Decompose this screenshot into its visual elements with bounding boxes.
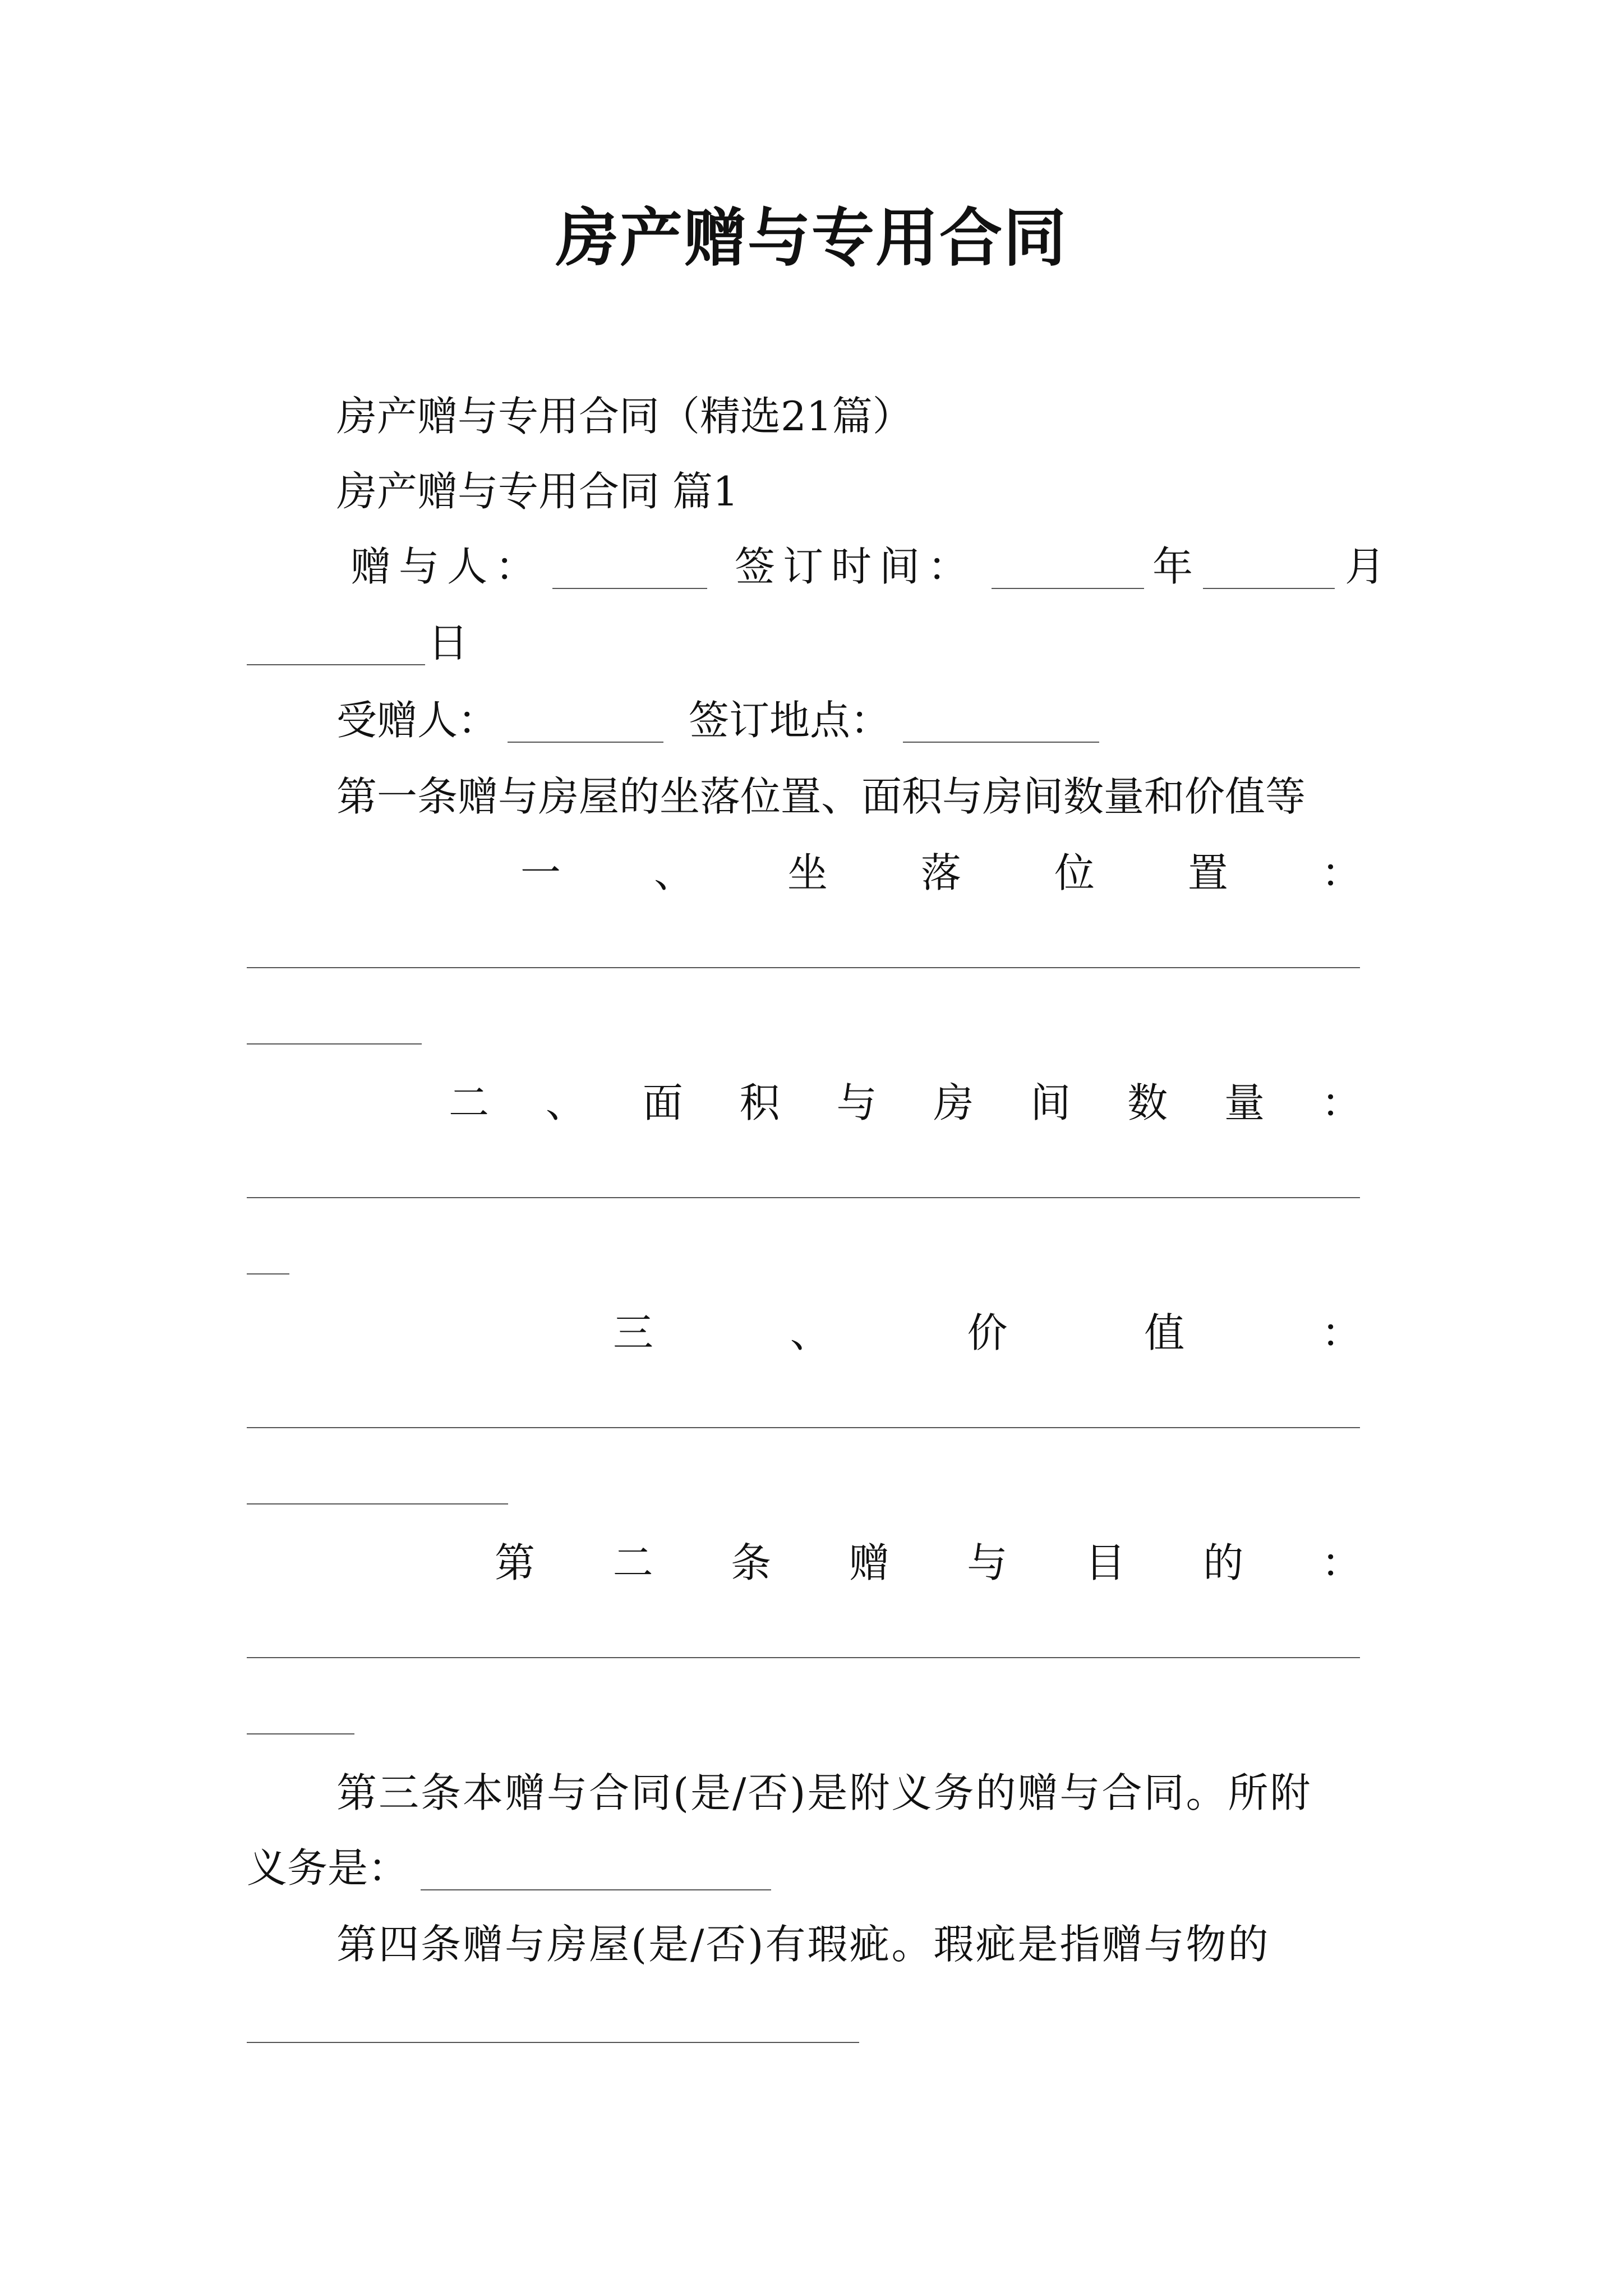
article-3: 第三条本赠与合同(是/否)是附义务的赠与合同。所附 <box>336 1769 1312 1816</box>
article-1: 第一条赠与房屋的坐落位置、面积与房间数量和价值等 <box>336 773 1306 820</box>
sign-place-label: 签订地点： <box>689 697 891 744</box>
article-3-obligation-label: 义务是： <box>247 1844 409 1892</box>
item-3-blank-line <box>247 1427 1360 1428</box>
item-2-blank-line-end <box>247 1273 289 1274</box>
donee-label: 受赠人： <box>336 697 499 744</box>
article-2-blank-line <box>247 1657 1360 1658</box>
donor-label: 赠与人： <box>351 543 544 590</box>
document-title: 房产赠与专用合同 <box>556 201 1067 275</box>
item-1-blank-line-end <box>247 1043 422 1045</box>
article-4-blank-line <box>247 2042 859 2043</box>
donor-blank <box>552 588 707 589</box>
item-2-area-rooms: 二 、 面 积 与 房 间 数 量 ： <box>449 1079 1362 1126</box>
year-label: 年 <box>1152 543 1193 590</box>
article-2-purpose: 第 二 条 赠 与 目 的 ： <box>495 1539 1362 1586</box>
item-1-blank-line <box>247 967 1360 968</box>
article-4: 第四条赠与房屋(是/否)有瑕疵。瑕疵是指赠与物的 <box>336 1921 1270 1968</box>
year-blank <box>992 588 1144 589</box>
sign-place-blank <box>903 742 1099 743</box>
day-blank <box>247 664 425 665</box>
document-subtitle: 房产赠与专用合同（精选21篇） <box>336 393 913 440</box>
obligation-blank <box>421 1889 771 1890</box>
day-label: 日 <box>428 619 469 666</box>
item-3-blank-line-end <box>247 1503 508 1504</box>
item-1-location: 一 、 坐 落 位 置 ： <box>520 849 1362 896</box>
donee-blank <box>508 742 663 743</box>
chapter-heading: 房产赠与专用合同 篇1 <box>336 468 739 515</box>
month-label: 月 <box>1345 543 1386 590</box>
sign-time-label: 签订时间： <box>735 543 976 590</box>
item-2-blank-line <box>247 1197 1360 1198</box>
item-3-value: 三 、 价 值 ： <box>613 1309 1362 1356</box>
article-2-blank-line-end <box>247 1733 354 1734</box>
month-blank <box>1203 588 1335 589</box>
